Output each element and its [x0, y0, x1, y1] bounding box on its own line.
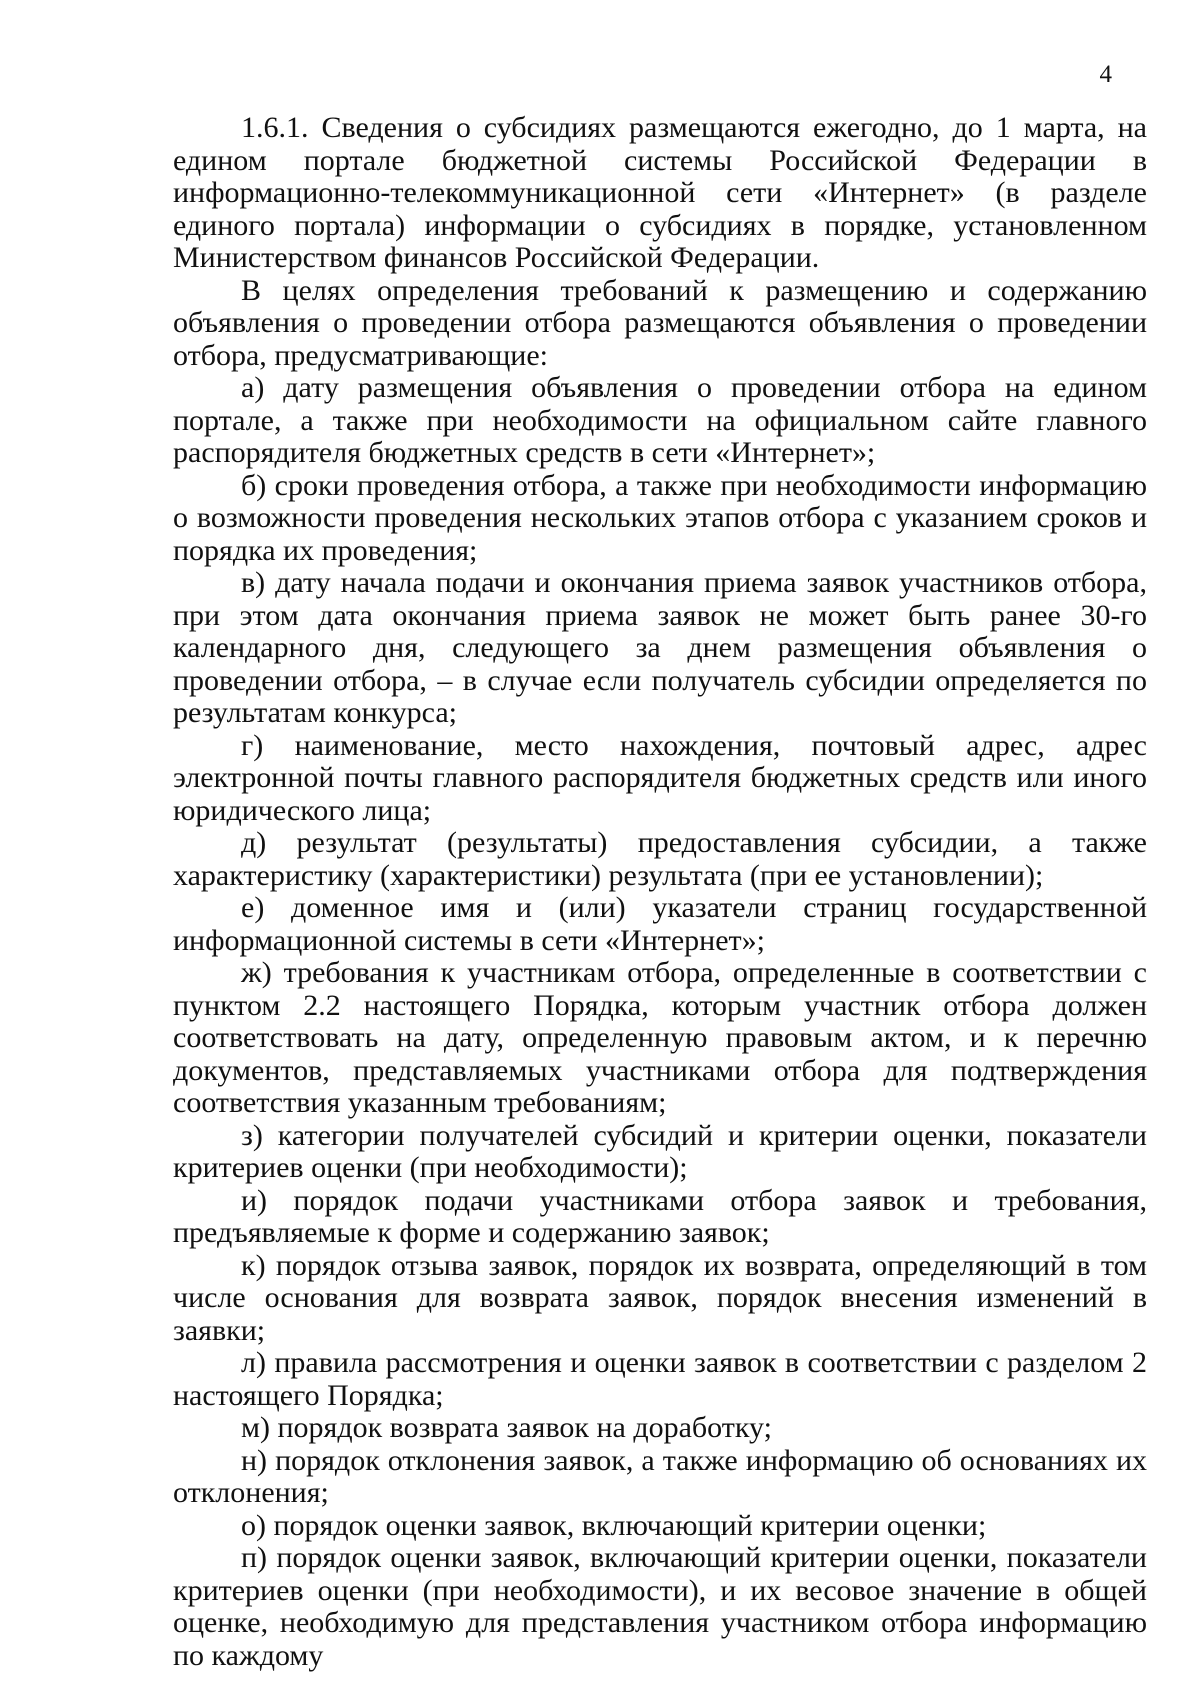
list-item-d: д) результат (результаты) предоставления субсидии, а также характеристику (характеристики) результата (при ее установлении); [173, 826, 1147, 892]
document-body [173, 112, 1147, 1672]
list-item-l: л) правила рассмотрения и оценки заявок в соответствии с разделом 2 настоящего Порядка; [173, 1346, 1147, 1412]
page-number: 4 [1099, 61, 1112, 88]
list-item-e: е) доменное имя и (или) указатели страниц государственной информационной системы в сети «Интернет»; [173, 891, 1147, 957]
list-item-k: к) порядок отзыва заявок, порядок их возврата, определяющий в том числе основания для возврата заявок, порядок внесения изменений в заявки; [173, 1248, 1147, 1347]
list-item-p: п) порядок оценки заявок, включающий критерии оценки, показатели критериев оценки (при необходимости), и их весовое значение в общей оценке, необходимую для представления участником отбора информацию по каждому [173, 1541, 1147, 1672]
list-item-m: м) порядок возврата заявок на доработку; [241, 1411, 772, 1444]
list-item-b: б) сроки проведения отбора, а также при необходимости информацию о возможности проведения нескольких этапов отбора с указанием сроков и порядка их проведения; [173, 468, 1147, 567]
list-item-o: о) порядок оценки заявок, включающий критерии оценки; [241, 1508, 987, 1542]
list-item-i: и) порядок подачи участниками отбора заявок и требования, предъявляемые к форме и содержанию заявок; [173, 1183, 1147, 1249]
paragraph-1-6-1: 1.6.1. Сведения о субсидиях размещаются ежегодно, до 1 марта, на едином портале бюджетной системы Российской Федерации в информационно-телекоммуникационной сети «Интернет» (в разделе единого портала) информации о субсидиях в порядке, установленном Министерством финансов Российской Федерации. [173, 111, 1147, 274]
list-item-g: г) наименование, место нахождения, почтовый адрес, адрес электронной почты главного распорядителя бюджетных средств или иного юридического лица; [173, 728, 1147, 827]
list-item-zh: ж) требования к участникам отбора, определенные в соответствии с пунктом 2.2 настоящего Порядка, которым участник отбора должен соответствовать на дату, определенную правовым актом, и к перечню документов, представляемых участниками отбора для подтверждения соответствия указанным требованиям; [173, 956, 1147, 1119]
list-item-z: з) категории получателей субсидий и критерии оценки, показатели критериев оценки (при необходимости); [173, 1118, 1147, 1184]
list-item-v: в) дату начала подачи и окончания приема заявок участников отбора, при этом дата окончания приема заявок не может быть ранее 30-го календарного дня, следующего за днем размещения объявления о проведении отбора, – в случае если получатель субсидии определяется по результатам конкурса; [173, 566, 1147, 729]
list-item-n: н) порядок отклонения заявок, а также информацию об основаниях их отклонения; [173, 1443, 1147, 1509]
paragraph-intro-announcements: В целях определения требований к размещению и содержанию объявления о проведении отбора размещаются объявления о проведении отбора, предусматривающие: [173, 273, 1147, 372]
list-item-a: а) дату размещения объявления о проведении отбора на едином портале, а также при необходимости на официальном сайте главного распорядителя бюджетных средств в сети «Интернет»; [173, 371, 1147, 469]
